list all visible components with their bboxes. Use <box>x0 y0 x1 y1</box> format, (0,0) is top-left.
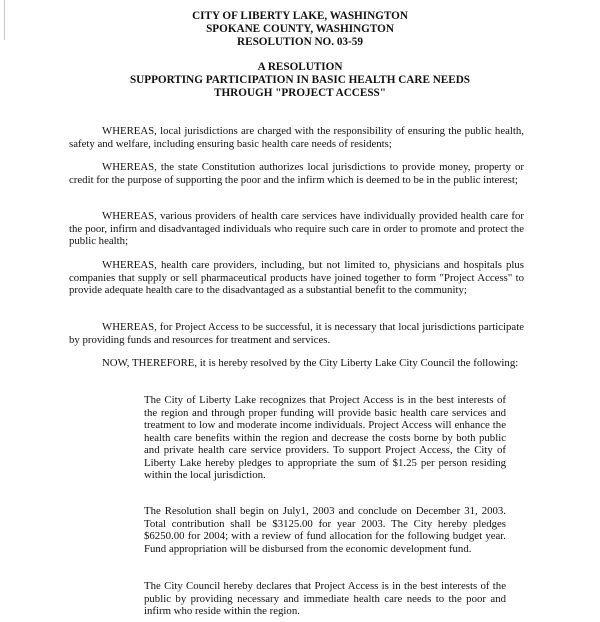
whereas-paragraph: WHEREAS, the state Constitution authorizes local jurisdictions to provide money, property or credit for the purpose of supporting the poor and the infirm which is deemed to be in the public interest; <box>69 161 524 186</box>
resolution-subject-line-2: THROUGH "PROJECT ACCESS" <box>214 87 386 99</box>
resolution-clause: The City Council hereby declares that Project Access is in the best interests of the public by providing necessary and immediate health care needs to the poor and infirm who reside within the region. <box>144 580 506 617</box>
document-header <box>0 10 600 49</box>
resolution-clause: The Resolution shall begin on July1, 2003 and conclude on December 31, 2003. Total contribution shall be $3125.00 for year 2003. The City hereby pledges $6250.00 for 2004; with a review of fund allocation for the following budget year. Fund appropriation will be disbursed from the economic development fund. <box>144 505 506 555</box>
whereas-paragraph: WHEREAS, local jurisdictions are charged with the responsibility of ensuring the public health, safety and welfare, including ensuring basic health care needs of residents; <box>69 125 524 150</box>
resolution-clause: The City of Liberty Lake recognizes that Project Access is in the best interests of the region and through proper funding will provide basic health care services and treatment to low and moderate income individuals. Project Access will enhance the health care benefits within the region and decrease the costs borne by both public and private health care service providers. To support Project Access, the City of Liberty Lake hereby pledges to appropriate the sum of $1.25 per person residing within the local jurisdiction. <box>144 394 506 481</box>
resolved-paragraph: NOW, THEREFORE, it is hereby resolved by the City Liberty Lake City Council the following: <box>102 357 519 369</box>
resolution-label: A RESOLUTION <box>257 61 343 73</box>
resolution-title <box>0 61 600 100</box>
resolution-subject-line-1: SUPPORTING PARTICIPATION IN BASIC HEALTH CARE NEEDS <box>129 74 471 86</box>
county-title: SPOKANE COUNTY, WASHINGTON <box>206 23 394 35</box>
city-title: CITY OF LIBERTY LAKE, WASHINGTON <box>192 10 408 22</box>
whereas-paragraph: WHEREAS, various providers of health care services have individually provided health care for the poor, infirm and disadvantaged individuals who require such care in order to promote and protect the public health; <box>69 210 524 247</box>
whereas-paragraph: WHEREAS, health care providers, including, but not limited to, physicians and hospitals plus companies that supply or sell pharmaceutical products have joined together to form "Project Access" to provide adequate health care to the disadvantaged as a substantial benefit to the community; <box>69 259 524 296</box>
resolution-number: RESOLUTION NO. 03-59 <box>237 36 363 48</box>
whereas-paragraph: WHEREAS, for Project Access to be successful, it is necessary that local jurisdictions participate by providing funds and resources for treatment and services. <box>69 321 524 346</box>
